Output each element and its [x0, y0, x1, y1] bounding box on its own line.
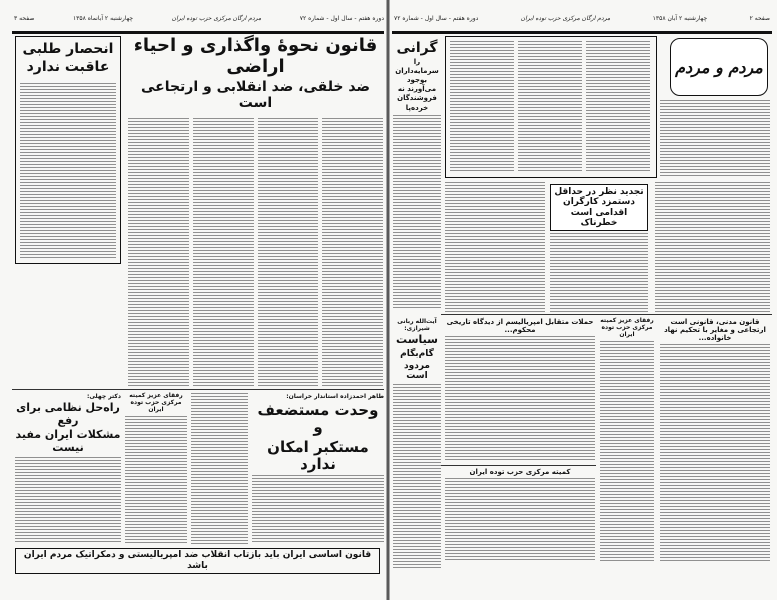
article-column	[322, 118, 383, 386]
left-comrades-headline: رفقای عزیز کمیته مرکزی حزب توده ایران	[129, 392, 183, 413]
article-column	[193, 118, 254, 386]
main-subheadline: ضد خلقی، ضد انقلابی و ارتجاعی است	[140, 79, 371, 112]
wage-headline-1: تجدید نظر در حداقل	[554, 187, 644, 197]
article-column	[550, 233, 648, 312]
comrades-body	[125, 416, 187, 544]
wage-headline-box	[550, 184, 648, 231]
article-columns	[128, 118, 383, 386]
box-body-text	[20, 83, 116, 259]
article-column	[258, 118, 319, 386]
left-issue: دوره هفتم - سال اول - شماره ۷۲	[299, 14, 384, 22]
military-kicker: دکتر چهلی:	[86, 393, 121, 400]
right-header-rule	[392, 31, 772, 34]
land-law-article	[128, 36, 383, 386]
imperialism-body	[445, 336, 595, 462]
right-comrades-headline: رفقای عزیز کمیته مرکزی حزب توده ایران	[600, 317, 654, 338]
policy-article	[393, 318, 441, 568]
divider	[441, 314, 772, 315]
civil-law-body	[660, 344, 770, 562]
left-header-rule	[12, 31, 384, 34]
bottom-banner	[15, 548, 380, 574]
page-fold	[386, 0, 390, 600]
prices-headline: گرانی	[396, 40, 438, 56]
right-page-number: صفحه ۲	[749, 14, 770, 22]
left-masthead: مردم ارگان مرکزی حزب توده ایران	[171, 14, 262, 22]
civil-law-article	[660, 318, 770, 562]
prices-body	[393, 115, 441, 310]
main-headline: قانون نحوهٔ واگذاری و احیاء اراضی	[133, 35, 378, 77]
military-article	[15, 393, 121, 544]
right-date: چهارشنبه ۲ آبان ۱۳۵۸	[652, 14, 708, 22]
central-committee-article	[445, 468, 595, 562]
bottom-banner-text: قانون اساسی ایران باید بازتاب انقلاب ضد امپریالیستی و دمکراتیک مردم ایران باشد	[23, 550, 372, 571]
military-headline-1: راه‌حل نظامی برای رفع	[16, 401, 120, 427]
comrades-body	[600, 341, 654, 562]
imperialism-article	[445, 318, 595, 462]
right-masthead: مردم ارگان مرکزی حزب توده ایران	[520, 14, 611, 22]
imperialism-headline: حملات متقابل امپریالیسم از دیدگاه تاریخی محکوم...	[446, 318, 594, 335]
article-column	[655, 182, 770, 312]
divider	[12, 389, 384, 390]
policy-headline-1: سیاست	[396, 333, 438, 346]
central-committee-headline: کمیته مرکزی حزب توده ایران	[469, 468, 571, 476]
unity-article	[252, 393, 384, 544]
military-body	[15, 457, 121, 544]
policy-headline-3: مردود است	[403, 360, 430, 382]
box-headline-1: انحصار طلبی	[22, 41, 114, 57]
wage-headline-2: دستمزد کارگران	[563, 197, 635, 208]
policy-headline-2: گام‌بگام	[400, 348, 434, 359]
right-header	[394, 8, 770, 28]
prices-article	[393, 40, 441, 310]
article-column	[191, 393, 248, 544]
right-comrades-article	[600, 318, 654, 562]
left-comrades-article	[125, 393, 187, 544]
unity-headline-2: مستکبر امکان ندارد	[267, 437, 369, 473]
monopoly-box	[15, 36, 121, 264]
prices-sub: را سرمایه‌داران بوجود می‌آورند نه فروشندگان خرده‌پا	[395, 58, 439, 112]
logo-box	[670, 38, 768, 96]
governor-kicker: طاهر احمدزاده استاندار خراسان:	[286, 393, 384, 400]
left-page-number: صفحه ۳	[14, 14, 35, 22]
left-header	[14, 8, 384, 28]
policy-kicker: آیت‌الله ربانی شیرازی:	[397, 318, 437, 332]
column-body	[660, 100, 770, 178]
top-boxed-article	[445, 36, 657, 178]
article-column	[445, 182, 545, 312]
logo-text: مردم و مردم	[675, 57, 763, 77]
article-column	[128, 118, 189, 386]
left-date: چهارشنبه ۲ آبانماه ۱۳۵۸	[72, 14, 134, 22]
wage-article	[550, 184, 648, 312]
military-headline-2: مشکلات ایران مفید نیست	[15, 428, 121, 454]
policy-body	[393, 384, 441, 568]
unity-body	[252, 475, 384, 544]
box-headline-2: عاقبت ندارد	[26, 59, 110, 76]
unity-headline-1: وحدت مستضعف و	[257, 401, 379, 437]
wage-headline-3: اقدامی است خطرناک	[570, 207, 628, 229]
divider	[441, 465, 596, 466]
civil-law-headline: قانون مدنی، قانونی است ارتجاعی و مغایر با تحکیم نهاد خانواده...	[664, 318, 766, 343]
right-issue: دوره هفتم - سال اول - شماره ۷۲	[394, 14, 479, 22]
central-committee-body	[445, 478, 595, 562]
